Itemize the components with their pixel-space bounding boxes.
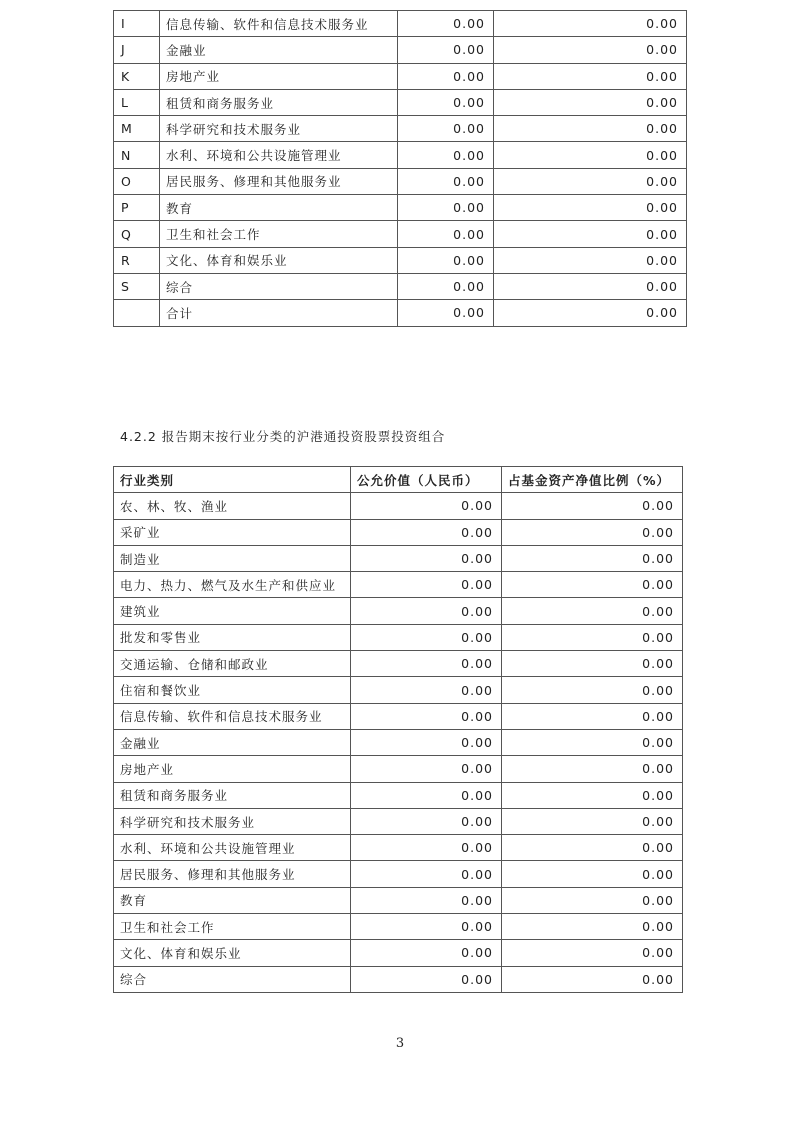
table-row [114, 624, 683, 650]
ratio-cell: 0.00 [502, 808, 683, 834]
industry-name-cell: 电力、热力、燃气及水生产和供应业 [114, 572, 351, 598]
industry-name-cell: 水利、环境和公共设施管理业 [114, 835, 351, 861]
industry-code-cell: P [114, 195, 160, 221]
ratio-cell: 0.00 [502, 703, 683, 729]
industry-name-cell: 住宿和餐饮业 [114, 677, 351, 703]
ratio-cell: 0.00 [502, 966, 683, 992]
fair-value-cell: 0.00 [351, 703, 502, 729]
industry-name-cell: 房地产业 [114, 756, 351, 782]
ratio-cell: 0.00 [494, 11, 687, 37]
ratio-cell: 0.00 [494, 63, 687, 89]
hk-table-body [114, 493, 683, 993]
fair-value-cell: 0.00 [351, 519, 502, 545]
table-header-row [114, 467, 683, 493]
fair-value-cell: 0.00 [351, 493, 502, 519]
table-row [114, 37, 687, 63]
industry-name-cell: 租赁和商务服务业 [114, 782, 351, 808]
ratio-cell: 0.00 [502, 545, 683, 571]
industry-name-cell: 合计 [160, 300, 398, 326]
industry-name-cell: 金融业 [114, 729, 351, 755]
industry-name-cell: 租赁和商务服务业 [160, 89, 398, 115]
industry-table-body [114, 11, 687, 327]
table-row [114, 11, 687, 37]
fair-value-cell: 0.00 [351, 651, 502, 677]
table-row [114, 300, 687, 326]
table-row [114, 887, 683, 913]
table-row [114, 116, 687, 142]
table-row [114, 572, 683, 598]
ratio-cell: 0.00 [502, 835, 683, 861]
table-row [114, 651, 683, 677]
table-row [114, 63, 687, 89]
industry-code-cell: N [114, 142, 160, 168]
fair-value-cell: 0.00 [398, 168, 494, 194]
header-industry: 行业类别 [114, 467, 351, 493]
industry-name-cell: 信息传输、软件和信息技术服务业 [114, 703, 351, 729]
fair-value-cell: 0.00 [351, 677, 502, 703]
ratio-cell: 0.00 [502, 624, 683, 650]
table-row [114, 89, 687, 115]
industry-name-cell: 建筑业 [114, 598, 351, 624]
table-row [114, 168, 687, 194]
industry-code-cell: L [114, 89, 160, 115]
table-row [114, 247, 687, 273]
header-ratio: 占基金资产净值比例（%） [502, 467, 683, 493]
ratio-cell: 0.00 [494, 273, 687, 299]
table-row [114, 756, 683, 782]
fair-value-cell: 0.00 [398, 63, 494, 89]
header-fair-value: 公允价值（人民币） [351, 467, 502, 493]
fair-value-cell: 0.00 [398, 273, 494, 299]
fair-value-cell: 0.00 [351, 624, 502, 650]
industry-code-cell: O [114, 168, 160, 194]
ratio-cell: 0.00 [502, 729, 683, 755]
industry-name-cell: 文化、体育和娱乐业 [160, 247, 398, 273]
ratio-cell: 0.00 [494, 195, 687, 221]
industry-code-cell: S [114, 273, 160, 299]
fair-value-cell: 0.00 [351, 940, 502, 966]
fair-value-cell: 0.00 [398, 247, 494, 273]
page-number: 3 [395, 1036, 405, 1051]
industry-name-cell: 科学研究和技术服务业 [160, 116, 398, 142]
industry-code-cell [114, 300, 160, 326]
fair-value-cell: 0.00 [398, 11, 494, 37]
industry-name-cell: 信息传输、软件和信息技术服务业 [160, 11, 398, 37]
table-row [114, 273, 687, 299]
ratio-cell: 0.00 [502, 677, 683, 703]
industry-name-cell: 科学研究和技术服务业 [114, 808, 351, 834]
industry-code-cell: R [114, 247, 160, 273]
fair-value-cell: 0.00 [398, 116, 494, 142]
table-row [114, 677, 683, 703]
fair-value-cell: 0.00 [351, 861, 502, 887]
ratio-cell: 0.00 [494, 300, 687, 326]
fair-value-cell: 0.00 [351, 598, 502, 624]
industry-code-cell: M [114, 116, 160, 142]
table-row [114, 808, 683, 834]
hk-connect-industry-table [113, 466, 683, 993]
ratio-cell: 0.00 [502, 572, 683, 598]
industry-code-cell: I [114, 11, 160, 37]
industry-code-cell: K [114, 63, 160, 89]
fair-value-cell: 0.00 [398, 221, 494, 247]
industry-name-cell: 批发和零售业 [114, 624, 351, 650]
fair-value-cell: 0.00 [351, 572, 502, 598]
fair-value-cell: 0.00 [398, 300, 494, 326]
fair-value-cell: 0.00 [351, 729, 502, 755]
industry-name-cell: 卫生和社会工作 [114, 914, 351, 940]
fair-value-cell: 0.00 [351, 835, 502, 861]
fair-value-cell: 0.00 [351, 545, 502, 571]
industry-name-cell: 金融业 [160, 37, 398, 63]
section-heading: 4.2.2 报告期末按行业分类的沪港通投资股票投资组合 [120, 429, 446, 444]
ratio-cell: 0.00 [494, 89, 687, 115]
fair-value-cell: 0.00 [351, 756, 502, 782]
industry-code-cell: Q [114, 221, 160, 247]
table-row [114, 598, 683, 624]
industry-name-cell: 教育 [160, 195, 398, 221]
industry-name-cell: 居民服务、修理和其他服务业 [114, 861, 351, 887]
ratio-cell: 0.00 [502, 756, 683, 782]
ratio-cell: 0.00 [502, 782, 683, 808]
industry-name-cell: 综合 [114, 966, 351, 992]
table-row [114, 142, 687, 168]
fair-value-cell: 0.00 [351, 887, 502, 913]
fair-value-cell: 0.00 [398, 37, 494, 63]
industry-name-cell: 教育 [114, 887, 351, 913]
ratio-cell: 0.00 [494, 116, 687, 142]
ratio-cell: 0.00 [494, 221, 687, 247]
ratio-cell: 0.00 [502, 598, 683, 624]
ratio-cell: 0.00 [502, 887, 683, 913]
ratio-cell: 0.00 [494, 142, 687, 168]
ratio-cell: 0.00 [494, 247, 687, 273]
table-row [114, 221, 687, 247]
industry-code-cell: J [114, 37, 160, 63]
industry-name-cell: 制造业 [114, 545, 351, 571]
ratio-cell: 0.00 [494, 37, 687, 63]
fair-value-cell: 0.00 [351, 966, 502, 992]
fair-value-cell: 0.00 [398, 195, 494, 221]
table-row [114, 545, 683, 571]
industry-name-cell: 居民服务、修理和其他服务业 [160, 168, 398, 194]
ratio-cell: 0.00 [502, 861, 683, 887]
table-row [114, 493, 683, 519]
industry-name-cell: 文化、体育和娱乐业 [114, 940, 351, 966]
industry-name-cell: 综合 [160, 273, 398, 299]
industry-name-cell: 交通运输、仓储和邮政业 [114, 651, 351, 677]
industry-table-continued [113, 10, 687, 327]
table-row [114, 703, 683, 729]
industry-name-cell: 采矿业 [114, 519, 351, 545]
ratio-cell: 0.00 [502, 914, 683, 940]
table-row [114, 195, 687, 221]
table-row [114, 519, 683, 545]
table-row [114, 966, 683, 992]
fair-value-cell: 0.00 [351, 914, 502, 940]
ratio-cell: 0.00 [502, 519, 683, 545]
industry-name-cell: 卫生和社会工作 [160, 221, 398, 247]
fair-value-cell: 0.00 [398, 142, 494, 168]
fair-value-cell: 0.00 [398, 89, 494, 115]
table-row [114, 940, 683, 966]
industry-name-cell: 房地产业 [160, 63, 398, 89]
industry-name-cell: 农、林、牧、渔业 [114, 493, 351, 519]
fair-value-cell: 0.00 [351, 782, 502, 808]
ratio-cell: 0.00 [502, 651, 683, 677]
table-row [114, 914, 683, 940]
ratio-cell: 0.00 [494, 168, 687, 194]
ratio-cell: 0.00 [502, 493, 683, 519]
fair-value-cell: 0.00 [351, 808, 502, 834]
industry-name-cell: 水利、环境和公共设施管理业 [160, 142, 398, 168]
table-row [114, 782, 683, 808]
table-row [114, 835, 683, 861]
table-row [114, 861, 683, 887]
ratio-cell: 0.00 [502, 940, 683, 966]
table-row [114, 729, 683, 755]
